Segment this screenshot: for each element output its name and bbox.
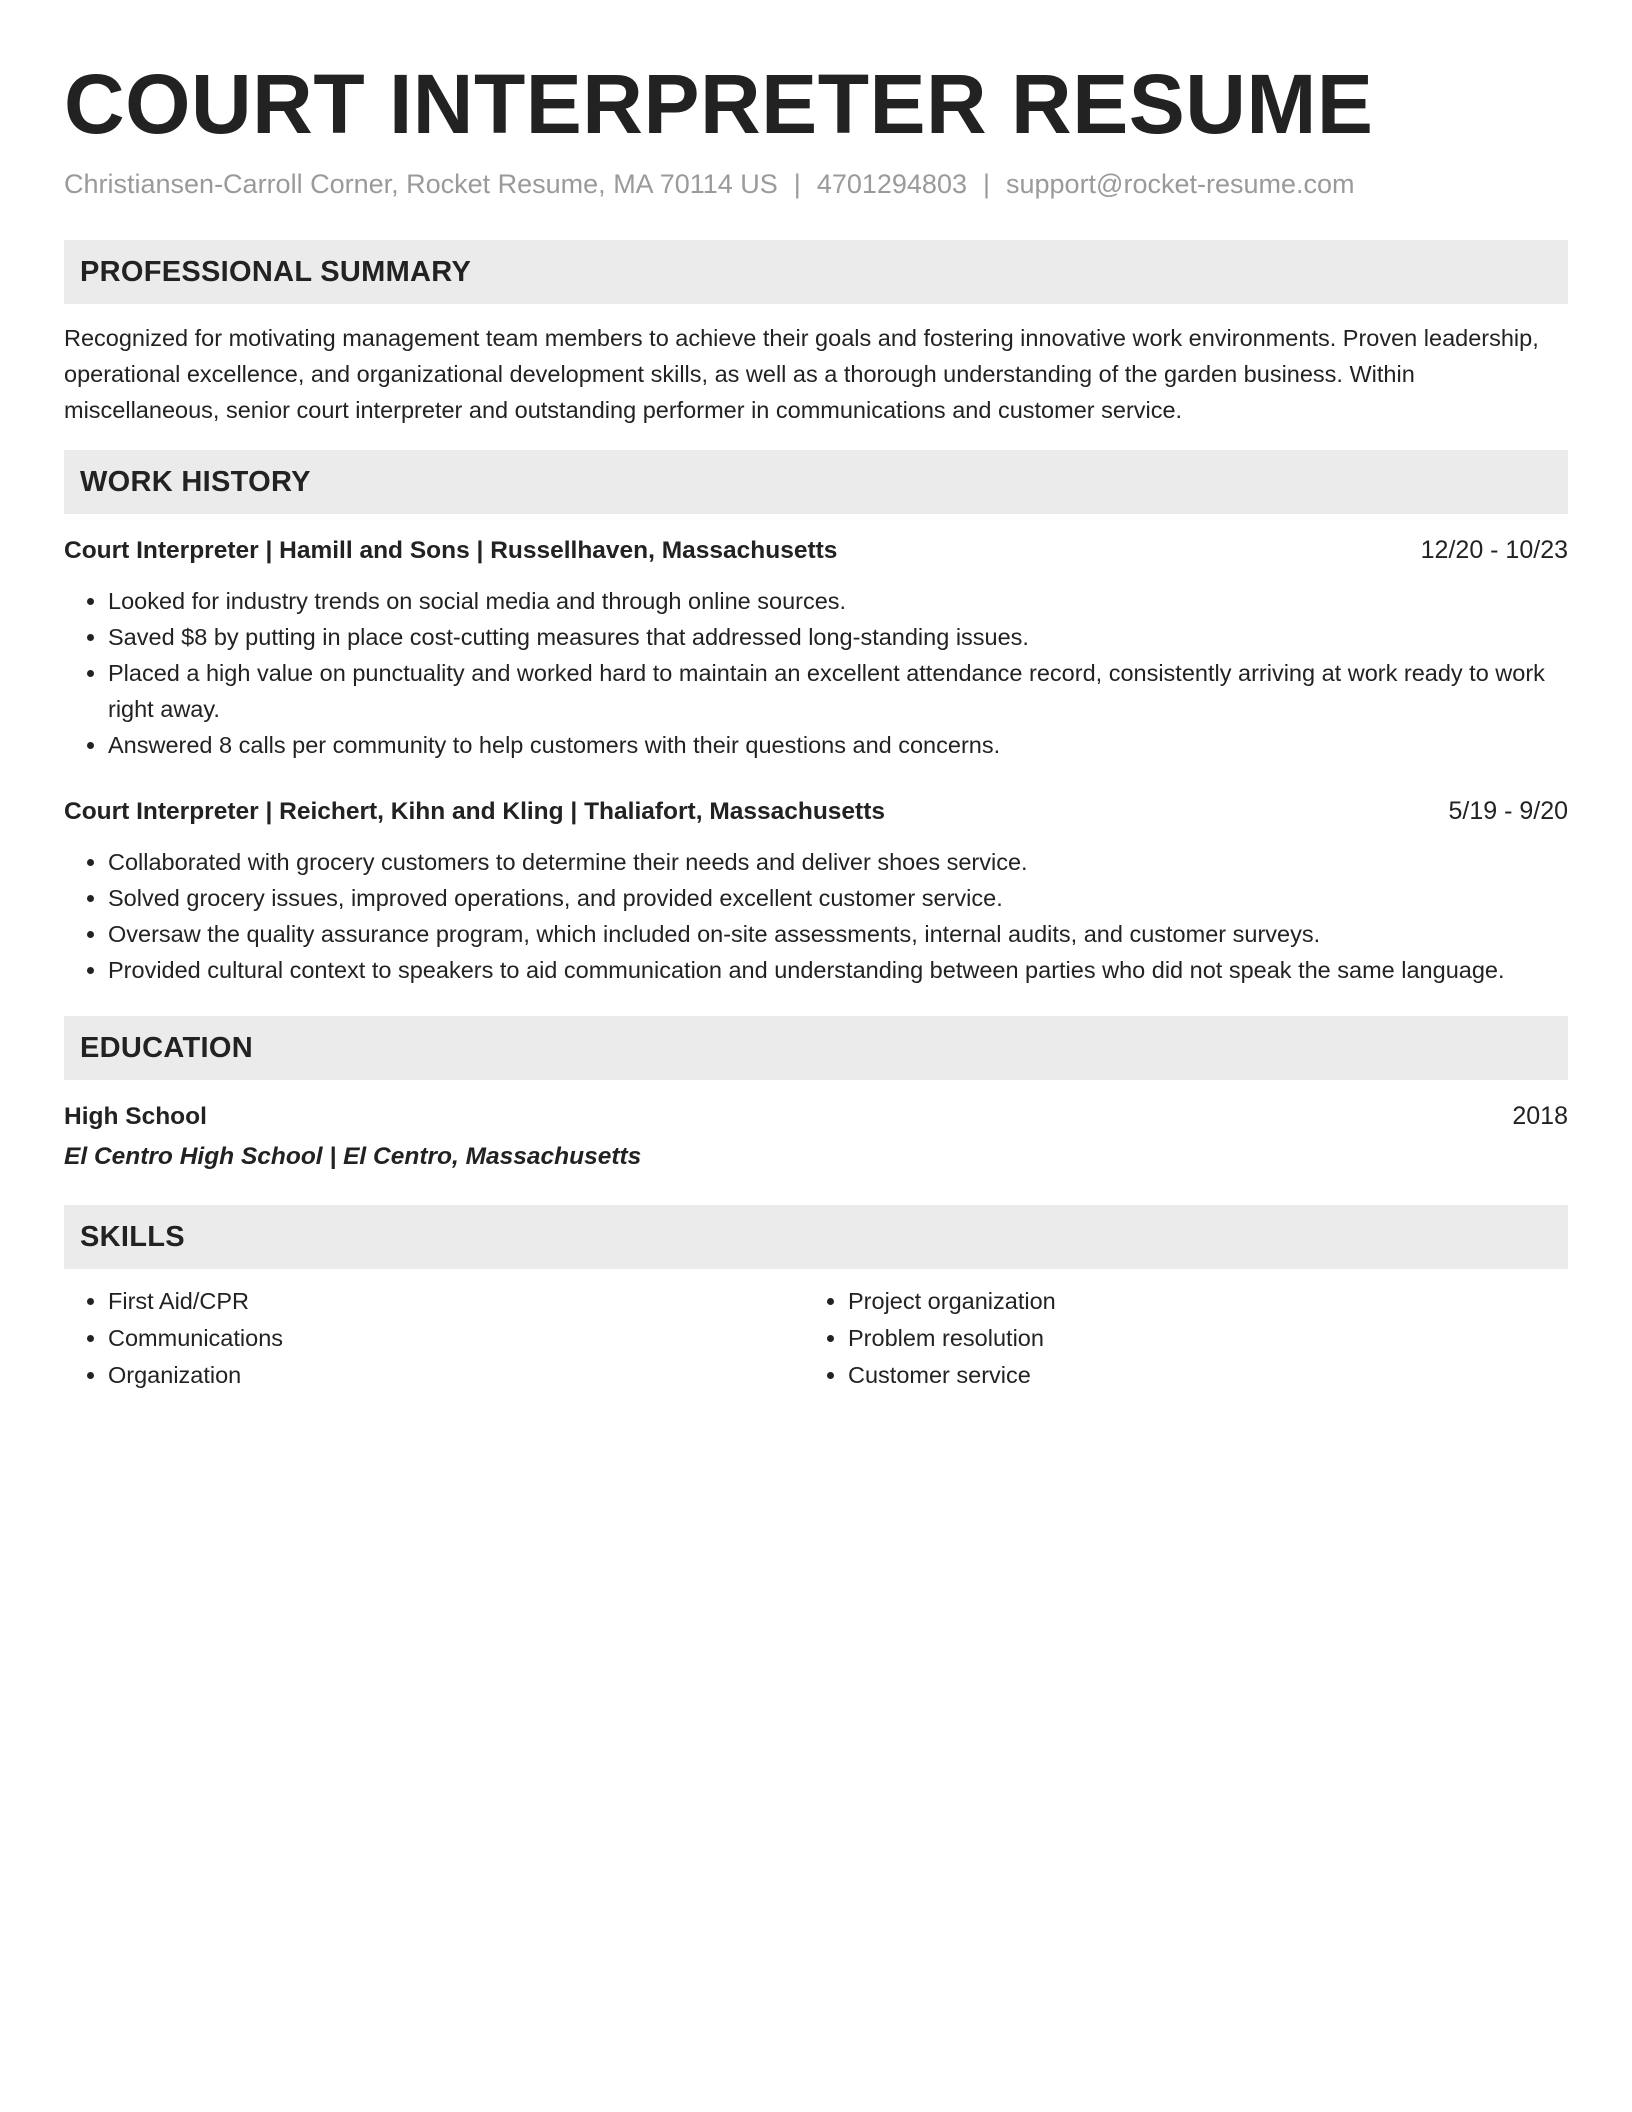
contact-line	[64, 166, 1568, 202]
skill-item: • Customer service	[848, 1357, 1544, 1394]
education-header	[64, 1098, 1568, 1135]
page-title: COURT INTERPRETER RESUME	[64, 57, 1374, 151]
education-year: 2018	[1512, 1102, 1568, 1130]
skill-item: • Organization	[108, 1357, 804, 1394]
job-dates: 5/19 - 9/20	[1448, 797, 1568, 825]
contact-phone: 4701294803	[816, 169, 967, 199]
job-bullet: • Solved grocery issues, improved operations, and provided excellent customer service.	[108, 880, 1568, 916]
skills-column-left	[64, 1283, 804, 1394]
education-school: El Centro High School | El Centro, Massachusetts	[64, 1143, 642, 1170]
education-section	[64, 1016, 1568, 1175]
skill-item: • Communications	[108, 1320, 804, 1357]
job-bullet: • Answered 8 calls per community to help customers with their questions and concerns.	[108, 727, 1568, 763]
job-entry	[64, 793, 1568, 988]
job-bullet: • Placed a high value on punctuality and worked hard to maintain an excellent attendance record, consistently arriving at work ready to work right away.	[108, 655, 1568, 727]
job-bullets	[64, 583, 1568, 763]
job-bullets	[64, 844, 1568, 988]
skills-column-right	[804, 1283, 1544, 1394]
contact-separator: |	[982, 169, 990, 199]
job-dates: 12/20 - 10/23	[1420, 536, 1568, 564]
skills-list	[64, 1283, 1568, 1394]
skill-item: • First Aid/CPR	[108, 1283, 804, 1320]
contact-email: support@rocket-resume.com	[1006, 169, 1355, 199]
summary-text: Recognized for motivating management team members to achieve their goals and fostering innovative work environments. Proven leadership, operational excellence, and organizational development skills, as well as a thorough understanding of the garden business. Within miscellaneous, senior court interpreter and outstanding performer in communications and customer service.	[64, 325, 1539, 423]
work-history-section	[64, 450, 1568, 988]
job-header	[64, 793, 1568, 830]
summary-heading: PROFESSIONAL SUMMARY	[64, 240, 1568, 304]
skill-item: • Problem resolution	[848, 1320, 1544, 1357]
job-bullet: • Provided cultural context to speakers to aid communication and understanding between parties who did not speak the same language.	[108, 952, 1568, 988]
job-entry	[64, 532, 1568, 763]
job-bullet: • Oversaw the quality assurance program, which included on-site assessments, internal audits, and customer surveys.	[108, 916, 1568, 952]
job-bullet: • Collaborated with grocery customers to determine their needs and deliver shoes service.	[108, 844, 1568, 880]
skill-item: • Project organization	[848, 1283, 1544, 1320]
education-heading: EDUCATION	[64, 1016, 1568, 1080]
job-bullet: • Looked for industry trends on social media and through online sources.	[108, 583, 1568, 619]
contact-address: Christiansen-Carroll Corner, Rocket Resume, MA 70114 US	[64, 169, 778, 199]
contact-separator: |	[793, 169, 801, 199]
job-title: Court Interpreter | Reichert, Kihn and Kling | Thaliafort, Massachusetts	[64, 798, 885, 825]
job-header	[64, 532, 1568, 569]
summary-section	[64, 240, 1568, 428]
job-bullet: • Saved $8 by putting in place cost-cutting measures that addressed long-standing issues.	[108, 619, 1568, 655]
education-degree: High School	[64, 1103, 207, 1130]
skills-heading: SKILLS	[64, 1205, 1568, 1269]
work-history-heading: WORK HISTORY	[64, 450, 1568, 514]
skills-section	[64, 1205, 1568, 1394]
job-title: Court Interpreter | Hamill and Sons | Russellhaven, Massachusetts	[64, 537, 838, 564]
